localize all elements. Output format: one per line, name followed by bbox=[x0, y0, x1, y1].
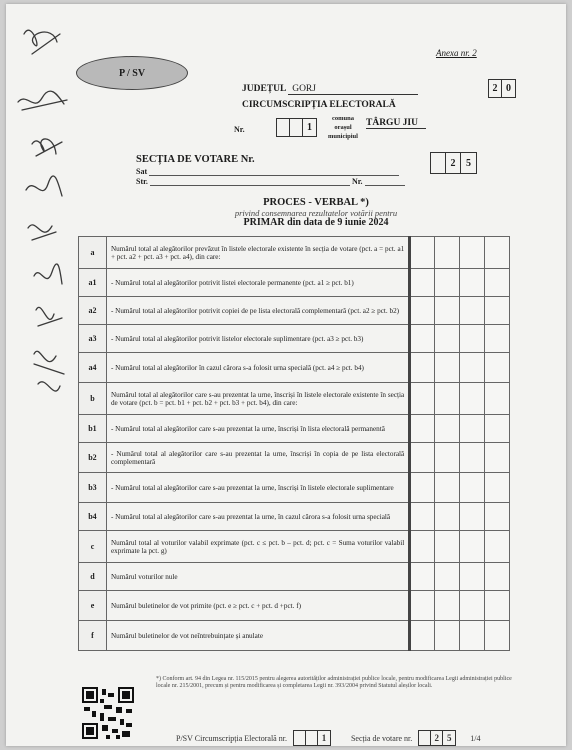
footnote: *) Conform art. 94 din Legea nr. 115/2015 pentru alegerea autorităților administrației publice locale, pentru modificarea Legii administrației publice locale nr. 215/2001, precum și pentru modificarea și completarea Legii nr. 393/2004 privind Statutul aleșilor locali. bbox=[156, 676, 512, 689]
digit-input-cell[interactable] bbox=[410, 353, 435, 383]
document-title bbox=[186, 198, 446, 228]
digit-cell bbox=[431, 153, 446, 173]
digit-input-cell[interactable] bbox=[410, 415, 435, 443]
digit-input-cell[interactable] bbox=[485, 591, 510, 621]
digit-cell: 5 bbox=[447, 733, 452, 743]
row-code: a3 bbox=[79, 325, 107, 353]
row-description: - Numărul total al alegătorilor potrivit copiei de pe lista electorală complementară (pct. a2 ≥ pct. b2) bbox=[106, 297, 409, 325]
footer-circumscription-label: P/SV Circumscripția Electorală nr. bbox=[176, 733, 287, 743]
circumscription-nr-box bbox=[276, 118, 317, 137]
title-sub: privind consemnarea rezultatelor votării pentru bbox=[234, 208, 398, 218]
sat-label: Sat bbox=[136, 167, 148, 176]
row-description: Numărul total al voturilor valabil exprimate (pct. c ≤ pct. b – pct. d; pct. c = Suma voturilor valabil exprimate la pct. g) bbox=[106, 531, 409, 563]
row-description: Numărul total al alegătorilor prevăzut în listele electorale existente în secția de votare (pct. a = pct. a1 + pct. a2 + pct. a3 + pct. a4), din care: bbox=[106, 237, 409, 269]
digit-input-cell[interactable] bbox=[485, 563, 510, 591]
digit-input-cell[interactable] bbox=[410, 473, 435, 503]
row-code: a2 bbox=[79, 297, 107, 325]
digit-cell bbox=[294, 731, 306, 745]
row-description: - Numărul total al alegătorilor care s-au prezentat la urne, înscriși în listele electorale suplimentare bbox=[106, 473, 409, 503]
digit-input-cell[interactable] bbox=[410, 269, 435, 297]
street-nr-field bbox=[365, 178, 405, 186]
digit-input-cell[interactable] bbox=[410, 443, 435, 473]
circumscription-nr-label: Nr. bbox=[234, 125, 245, 134]
digit-input-cell[interactable] bbox=[460, 383, 485, 415]
page-footer bbox=[176, 730, 481, 746]
digit-input-cell[interactable] bbox=[435, 415, 460, 443]
locality-type: municipiul bbox=[328, 133, 358, 140]
digit-input-cell[interactable] bbox=[435, 297, 460, 325]
digit-input-cell[interactable] bbox=[435, 621, 460, 651]
document-page bbox=[6, 4, 566, 746]
handwritten-signatures bbox=[12, 14, 82, 414]
digit-input-cell[interactable] bbox=[435, 473, 460, 503]
digit-input-cell[interactable] bbox=[410, 503, 435, 531]
digit-cell: 2 bbox=[446, 153, 461, 173]
digit-input-cell[interactable] bbox=[485, 473, 510, 503]
judet-line bbox=[242, 84, 418, 95]
digit-input-cell[interactable] bbox=[485, 621, 510, 651]
digit-input-cell[interactable] bbox=[435, 563, 460, 591]
title-election: PRIMAR din data de 9 iunie 2024 bbox=[243, 217, 389, 228]
title-main: PROCES - VERBAL *) bbox=[263, 197, 369, 208]
digit-input-cell[interactable] bbox=[435, 353, 460, 383]
digit-input-cell[interactable] bbox=[460, 531, 485, 563]
row-code: a4 bbox=[79, 353, 107, 383]
row-description: - Numărul total al alegătorilor care s-au prezentat la urne, în cazul cărora s-a folosit urna specială bbox=[106, 503, 409, 531]
row-code: a1 bbox=[79, 269, 107, 297]
judet-value: GORJ bbox=[288, 84, 418, 95]
digit-cell: 1 bbox=[307, 122, 312, 133]
page-number: 1/4 bbox=[470, 733, 481, 743]
row-code: b3 bbox=[79, 473, 107, 503]
street-label: Str. bbox=[136, 177, 148, 186]
form-code-oval bbox=[76, 56, 188, 90]
table-row bbox=[79, 443, 510, 473]
digit-input-cell[interactable] bbox=[435, 531, 460, 563]
digit-input-cell[interactable] bbox=[485, 269, 510, 297]
row-code: b2 bbox=[79, 443, 107, 473]
table-row bbox=[79, 269, 510, 297]
digit-input-cell[interactable] bbox=[410, 325, 435, 353]
qr-code bbox=[82, 687, 134, 739]
digit-input-cell[interactable] bbox=[460, 415, 485, 443]
annex-label: Anexa nr. 2 bbox=[436, 48, 477, 58]
digit-input-cell[interactable] bbox=[485, 325, 510, 353]
digit-input-cell[interactable] bbox=[460, 503, 485, 531]
digit-input-cell[interactable] bbox=[485, 383, 510, 415]
footer-polling-station-box bbox=[418, 730, 456, 746]
row-description: - Numărul total al alegătorilor potrivit listelor electorale suplimentare (pct. a3 ≥ pct. b3) bbox=[106, 325, 409, 353]
polling-station-label: SECȚIA DE VOTARE Nr. bbox=[136, 154, 255, 165]
digit-input-cell[interactable] bbox=[410, 237, 435, 269]
sat-field bbox=[149, 168, 399, 176]
digit-cell: 2 bbox=[431, 731, 443, 745]
digit-input-cell[interactable] bbox=[435, 325, 460, 353]
row-code: d bbox=[79, 563, 107, 591]
row-code: b1 bbox=[79, 415, 107, 443]
judet-label: JUDEȚUL bbox=[242, 84, 286, 94]
row-description: Numărul buletinelor de vot neîntrebuințate și anulate bbox=[106, 621, 409, 651]
digit-cell bbox=[419, 731, 431, 745]
table-row bbox=[79, 473, 510, 503]
row-description: - Numărul total al alegătorilor potrivit listei electorale permanente (pct. a1 ≥ pct. b1) bbox=[106, 269, 409, 297]
table-row bbox=[79, 621, 510, 651]
circumscription-label: CIRCUMSCRIPȚIA ELECTORALĂ bbox=[242, 100, 396, 110]
digit-input-cell[interactable] bbox=[435, 237, 460, 269]
row-code: a bbox=[79, 237, 107, 269]
digit-input-cell[interactable] bbox=[460, 591, 485, 621]
digit-input-cell[interactable] bbox=[485, 443, 510, 473]
row-description: - Numărul total al alegătorilor care s-au prezentat la urne, înscriși în lista electorală permanentă bbox=[106, 415, 409, 443]
digit-input-cell[interactable] bbox=[460, 621, 485, 651]
row-code: b4 bbox=[79, 503, 107, 531]
digit-input-cell[interactable] bbox=[460, 269, 485, 297]
digit-input-cell[interactable] bbox=[460, 237, 485, 269]
sat-line bbox=[136, 167, 399, 176]
row-description: - Numărul total al alegătorilor care s-au prezentat la urne, înscriși în copia de pe lista electorală complementară bbox=[106, 443, 409, 473]
digit-input-cell[interactable] bbox=[410, 531, 435, 563]
row-description: Numărul buletinelor de vot primite (pct. e ≥ pct. c + pct. d +pct. f) bbox=[106, 591, 409, 621]
street-line bbox=[136, 177, 405, 186]
digit-input-cell[interactable] bbox=[410, 591, 435, 621]
digit-cell: 5 bbox=[466, 157, 471, 169]
locality-type: comuna bbox=[331, 115, 354, 122]
digit-input-cell[interactable] bbox=[460, 563, 485, 591]
row-description: Numărul voturilor nule bbox=[106, 563, 409, 591]
digit-input-cell[interactable] bbox=[410, 383, 435, 415]
digit-input-cell[interactable] bbox=[485, 297, 510, 325]
digit-input-cell[interactable] bbox=[485, 531, 510, 563]
row-description: - Numărul total al alegătorilor în cazul cărora s-a folosit urna specială (pct. a4 ≥ pct. b4) bbox=[106, 353, 409, 383]
digit-cell bbox=[306, 731, 318, 745]
polling-station-code-box bbox=[430, 152, 477, 174]
table-row bbox=[79, 563, 510, 591]
footer-circumscription-box bbox=[293, 730, 331, 746]
footer-polling-station-label: Secția de votare nr. bbox=[350, 733, 413, 743]
digit-input-cell[interactable] bbox=[485, 415, 510, 443]
digit-input-cell[interactable] bbox=[410, 563, 435, 591]
street-nr-label: Nr. bbox=[351, 177, 363, 186]
row-code: c bbox=[79, 531, 107, 563]
digit-input-cell[interactable] bbox=[460, 473, 485, 503]
digit-cell: 2 bbox=[489, 80, 502, 97]
digit-input-cell[interactable] bbox=[460, 443, 485, 473]
form-code: P / SV bbox=[118, 67, 146, 79]
digit-cell bbox=[277, 119, 290, 136]
digit-cell bbox=[290, 119, 303, 136]
table-row bbox=[79, 237, 510, 269]
locality-name: TÂRGU JIU bbox=[366, 118, 426, 129]
digit-input-cell[interactable] bbox=[410, 621, 435, 651]
table-row bbox=[79, 591, 510, 621]
table-row bbox=[79, 297, 510, 325]
digit-input-cell[interactable] bbox=[460, 297, 485, 325]
table-row bbox=[79, 531, 510, 563]
locality-type: orașul bbox=[334, 124, 352, 131]
row-code: b bbox=[79, 383, 107, 415]
digit-input-cell[interactable] bbox=[435, 443, 460, 473]
digit-input-cell[interactable] bbox=[460, 325, 485, 353]
table-row bbox=[79, 383, 510, 415]
digit-input-cell[interactable] bbox=[485, 503, 510, 531]
digit-input-cell[interactable] bbox=[460, 353, 485, 383]
digit-cell: 0 bbox=[506, 83, 511, 94]
row-description: Numărul total al alegătorilor care s-au prezentat la urne, înscriși în listele electorale existente în secția de votare (pct. b = pct. b1 + pct. b2 + pct. b3 + pct. b4), din care: bbox=[106, 383, 409, 415]
locality-types bbox=[328, 114, 358, 141]
digit-input-cell[interactable] bbox=[485, 353, 510, 383]
digit-input-cell[interactable] bbox=[485, 237, 510, 269]
digit-input-cell[interactable] bbox=[435, 383, 460, 415]
digit-input-cell[interactable] bbox=[410, 297, 435, 325]
row-code: f bbox=[79, 621, 107, 651]
street-field bbox=[150, 178, 350, 186]
digit-input-cell[interactable] bbox=[435, 269, 460, 297]
row-code: e bbox=[79, 591, 107, 621]
table-row bbox=[79, 325, 510, 353]
digit-cell: 1 bbox=[321, 733, 327, 743]
table-row bbox=[79, 503, 510, 531]
digit-input-cell[interactable] bbox=[435, 591, 460, 621]
judet-code-box bbox=[488, 79, 516, 98]
table-row bbox=[79, 353, 510, 383]
table-row bbox=[79, 415, 510, 443]
digit-input-cell[interactable] bbox=[435, 503, 460, 531]
results-table bbox=[78, 236, 510, 651]
